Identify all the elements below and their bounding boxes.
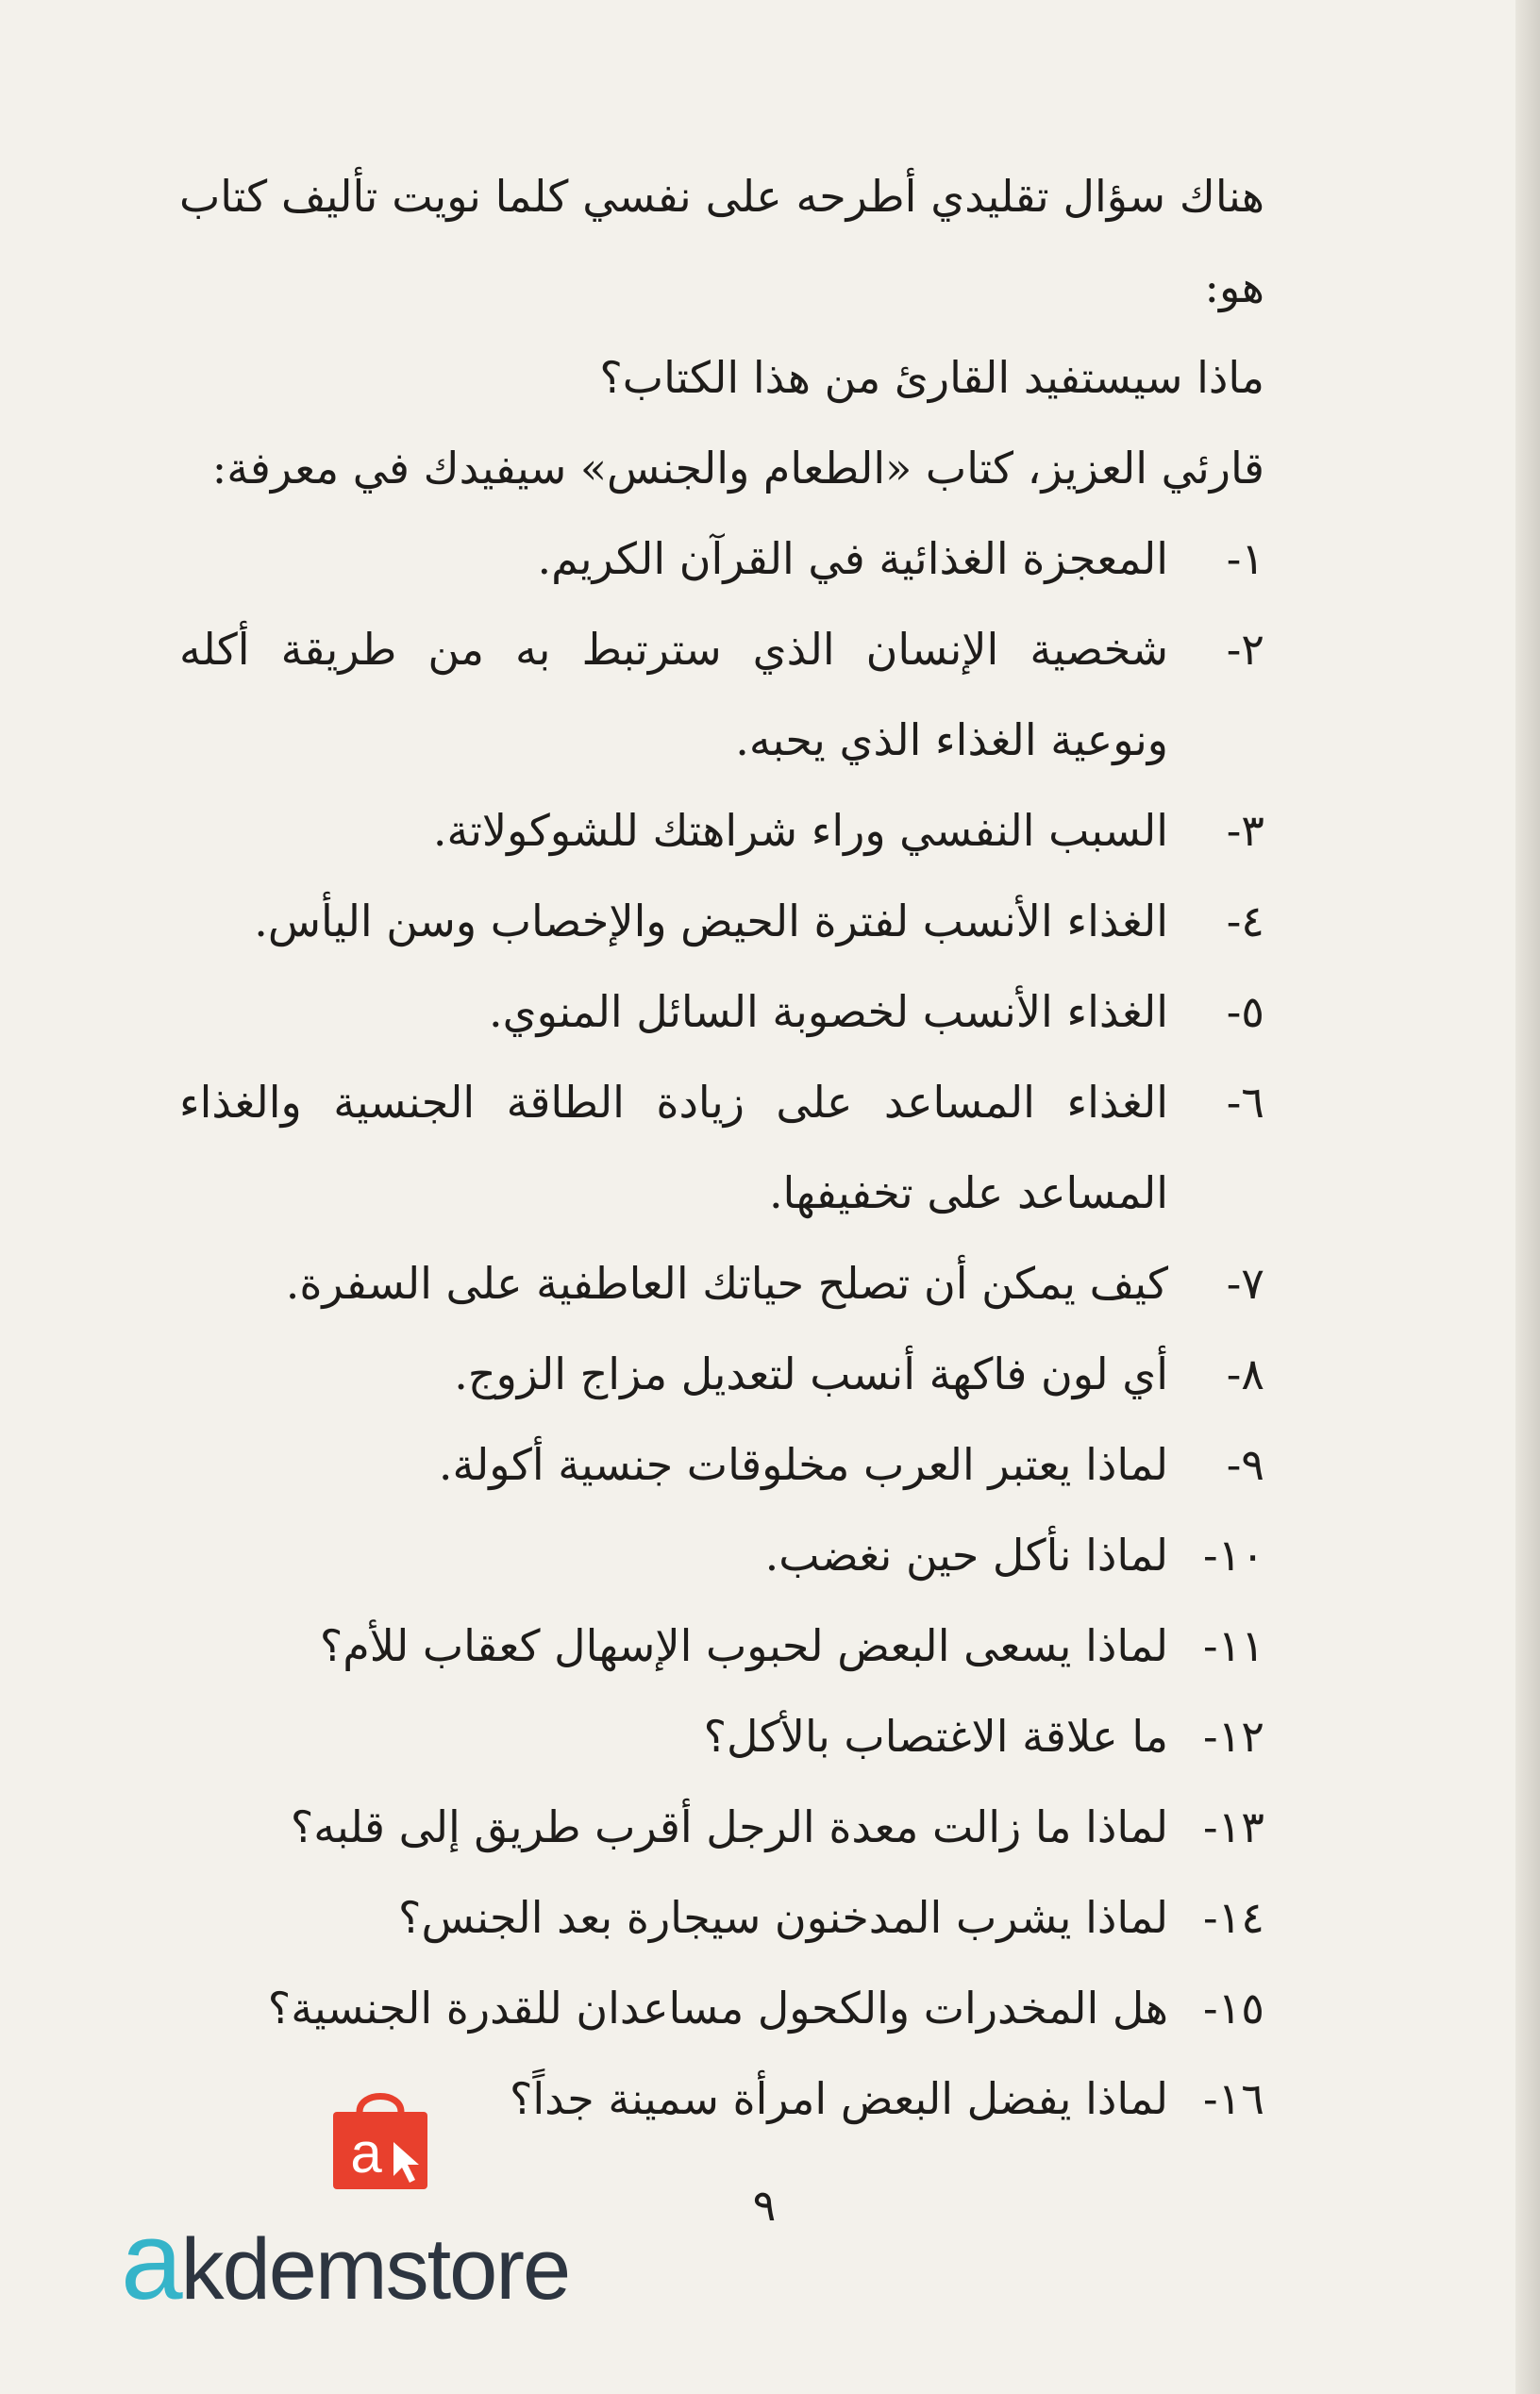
intro-paragraph [179, 151, 1264, 332]
item-number: ١١- [1203, 1620, 1264, 1671]
item-text: لماذا يشرب المدخنون سيجارة بعد الجنس؟ [398, 1892, 1168, 1943]
item-number: ٧- [1226, 1258, 1264, 1309]
item-text: ما علاقة الاغتصاب بالأكل؟ [703, 1711, 1168, 1762]
item-text: الغذاء الأنسب لفترة الحيض والإخصاب وسن اليأس. [254, 896, 1168, 946]
list-item [179, 1057, 1264, 1238]
item-text: لماذا يسعى البعض لحبوب الإسهال كعقاب للأم؟ [319, 1620, 1168, 1671]
list-item [179, 876, 1264, 966]
list-item [179, 604, 1264, 785]
intro-line-1: هناك سؤال تقليدي أطرحه على نفسي كلما نويت تأليف كتاب [179, 171, 1264, 222]
list-item [179, 1691, 1264, 1782]
item-text: السبب النفسي وراء شراهتك للشوكولاتة. [432, 805, 1168, 856]
shopping-bag-icon [314, 2085, 446, 2199]
bag-handle [360, 2097, 401, 2113]
list-item [179, 1238, 1264, 1329]
intro-question: ماذا سيستفيد القارئ من هذا الكتاب؟ [599, 352, 1264, 403]
list-item [179, 1782, 1264, 1872]
item-text: هل المخدرات والكحول مساعدان للقدرة الجنسية؟ [267, 1983, 1168, 2034]
item-number: ٨- [1226, 1348, 1264, 1399]
list-item [179, 966, 1264, 1057]
item-number: ١٤- [1203, 1892, 1264, 1943]
item-text: كيف يمكن أن تصلح حياتك العاطفية على السفرة. [285, 1258, 1168, 1309]
item-number: ١٥- [1203, 1983, 1264, 2034]
list-item [179, 1419, 1264, 1510]
list-item [179, 513, 1264, 604]
item-number: ١٣- [1203, 1801, 1264, 1852]
item-text: شخصية الإنسان الذي سترتبط به من طريقة أكله ونوعية الغذاء الذي يحبه. [179, 624, 1168, 765]
item-number: ٢- [1226, 624, 1264, 675]
item-number: ١٢- [1203, 1711, 1264, 1762]
page-body [179, 151, 1264, 2144]
list-item [179, 1510, 1264, 1600]
item-text: أي لون فاكهة أنسب لتعديل مزاج الزوج. [454, 1348, 1168, 1399]
item-text: لماذا نأكل حين نغضب. [764, 1530, 1168, 1581]
list-item [179, 785, 1264, 876]
intro-lead: قارئي العزيز، كتاب «الطعام والجنس» سيفيدك في معرفة: [211, 443, 1264, 494]
brand-rest: kdemstore [180, 2221, 570, 2318]
akdemstore-watermark-logo [121, 2085, 611, 2323]
item-text: لماذا ما زالت معدة الرجل أقرب طريق إلى قلبه؟ [290, 1801, 1168, 1852]
item-number: ٤- [1226, 896, 1264, 946]
item-text: الغذاء المساعد على زيادة الطاقة الجنسية والغذاء المساعد على تخفيفها. [179, 1077, 1168, 1218]
item-text: لماذا يعتبر العرب مخلوقات جنسية أكولة. [438, 1439, 1168, 1490]
item-number: ١٠- [1203, 1530, 1264, 1581]
list-item [179, 1872, 1264, 1963]
item-text: المعجزة الغذائية في القرآن الكريم. [537, 533, 1168, 584]
book-spine-shadow [1515, 0, 1540, 2394]
bag-letter: a [350, 2121, 382, 2185]
item-number: ٦- [1226, 1077, 1264, 1128]
benefits-list [179, 513, 1264, 2144]
item-number: ١- [1226, 533, 1264, 584]
list-item [179, 1329, 1264, 1419]
page-number: ٩ [752, 2180, 777, 2231]
item-number: ٣- [1226, 805, 1264, 856]
intro-line-2: هو: [1204, 261, 1264, 312]
item-number: ٩- [1226, 1439, 1264, 1490]
brand-prefix: a [121, 2199, 181, 2323]
brand-wordmark [121, 2197, 569, 2325]
list-item [179, 1600, 1264, 1691]
item-text: لماذا يفضل البعض امرأة سمينة جداً؟ [509, 2073, 1168, 2124]
item-number: ١٦- [1203, 2073, 1264, 2124]
item-text: الغذاء الأنسب لخصوبة السائل المنوي. [488, 986, 1168, 1037]
item-number: ٥- [1226, 986, 1264, 1037]
list-item [179, 1963, 1264, 2053]
